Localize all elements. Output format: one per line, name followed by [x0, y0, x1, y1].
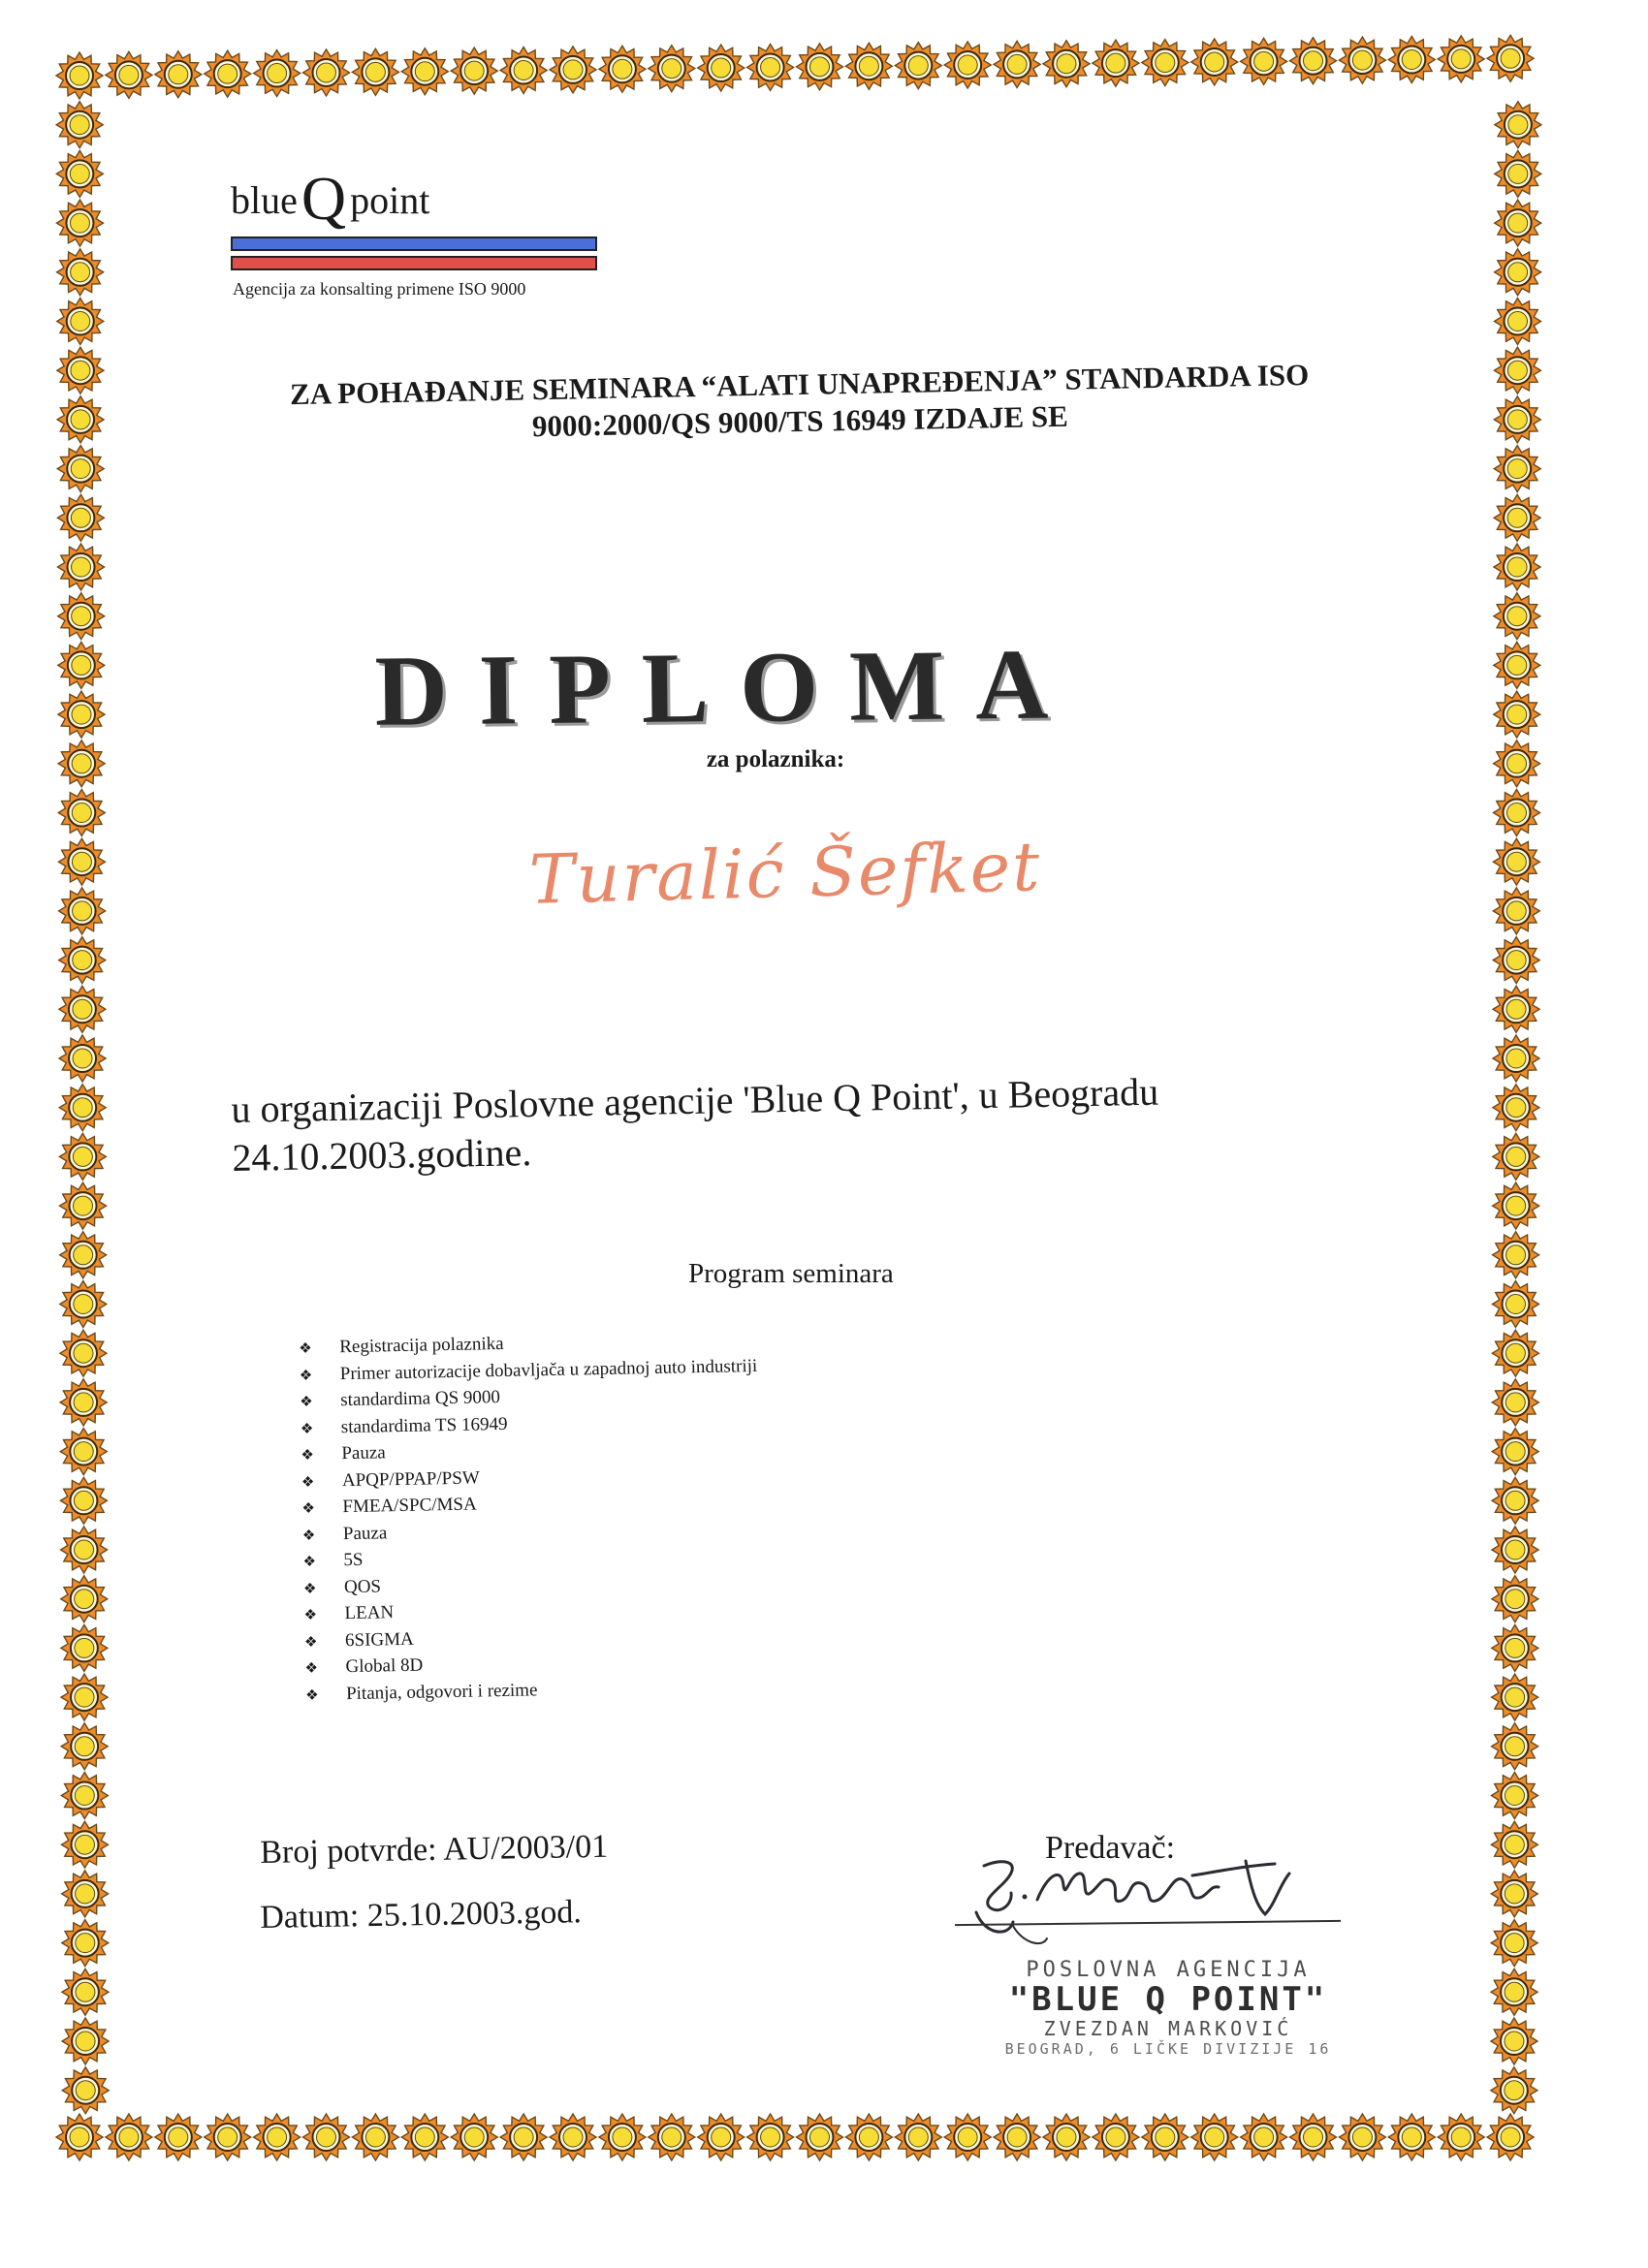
- sunflower-icon: [1290, 38, 1337, 84]
- sunflower-icon: [58, 544, 105, 590]
- sunflower-icon: [352, 48, 398, 95]
- sunflower-icon: [1493, 790, 1539, 836]
- sunflower-icon: [1494, 396, 1540, 443]
- sunflower-icon: [1494, 740, 1540, 787]
- sunflower-icon: [61, 1723, 108, 1770]
- logo-blue-stripe: [231, 236, 597, 251]
- sunflower-icon: [944, 2114, 991, 2160]
- sunflower-icon: [1494, 347, 1540, 394]
- diamond-bullet-icon: ❖: [301, 1474, 315, 1491]
- stamp-line-2: "BLUE Q POINT": [1008, 1980, 1328, 2019]
- sunflower-icon: [58, 642, 105, 688]
- sunflower-icon: [60, 1477, 107, 1524]
- sunflower-icon: [1495, 249, 1541, 296]
- sunflower-icon: [59, 1085, 106, 1131]
- sunflower-icon: [56, 2114, 103, 2160]
- program-item-label: 6SIGMA: [344, 1628, 414, 1651]
- lecturer-label: Predavač:: [1045, 1830, 1176, 1866]
- sunflower-icon: [58, 593, 105, 640]
- sunflower-icon: [1339, 37, 1385, 83]
- sunflower-icon: [895, 2114, 941, 2160]
- sunflower-icon: [254, 2114, 301, 2160]
- sunflower-icon: [451, 2114, 497, 2160]
- stamp-line-1: POSLOVNA AGENCIJA: [1026, 1958, 1311, 1982]
- sunflower-icon: [500, 47, 547, 94]
- sunflower-icon: [1494, 593, 1540, 640]
- sunflower-icon: [1491, 1920, 1537, 1967]
- logo-tagline: Agencija za konsalting primene ISO 9000: [233, 279, 526, 299]
- sunflower-icon: [1491, 1871, 1537, 1917]
- sunflower-icon: [1494, 299, 1540, 345]
- sunflower-icon: [1493, 1035, 1539, 1082]
- sunflower-icon: [56, 52, 103, 99]
- sunflower-icon: [1093, 2114, 1139, 2160]
- sunflower-icon: [57, 299, 104, 345]
- sunflower-icon: [61, 1674, 108, 1720]
- program-item-label: FMEA/SPC/MSA: [342, 1494, 477, 1518]
- program-item-label: Pauza: [342, 1522, 388, 1544]
- logo-red-stripe: [231, 256, 597, 270]
- sunflower-icon: [845, 2114, 892, 2160]
- sunflower-icon: [60, 1330, 107, 1376]
- sunflower-icon: [401, 48, 448, 95]
- sunflower-icon: [60, 1281, 107, 1328]
- program-item-label: Global 8D: [345, 1654, 424, 1678]
- sunflower-icon: [895, 43, 941, 89]
- diamond-bullet-icon: ❖: [304, 1660, 319, 1677]
- sunflower-icon: [205, 50, 251, 97]
- diploma-title: DIPLOMA: [374, 628, 1080, 747]
- sunflower-icon: [57, 396, 104, 443]
- diamond-bullet-icon: ❖: [301, 1500, 316, 1517]
- sunflower-icon: [1438, 36, 1484, 82]
- sunflower-icon: [1492, 1379, 1538, 1426]
- sunflower-icon: [1492, 1674, 1538, 1720]
- program-item-label: standardima QS 9000: [340, 1387, 501, 1411]
- program-list: [299, 1323, 984, 1709]
- sunflower-icon: [1241, 38, 1287, 84]
- sunflower-icon: [352, 2114, 398, 2160]
- sunflower-icon: [1494, 544, 1540, 590]
- sunflower-icon: [57, 446, 104, 492]
- sunflower-icon: [60, 1232, 107, 1278]
- sunflower-icon: [401, 2114, 448, 2160]
- diploma-subtitle: za polaznika:: [706, 746, 845, 772]
- sunflower-icon: [550, 2114, 596, 2160]
- sunflower-icon: [1492, 1330, 1538, 1376]
- sunflower-icon: [1241, 2114, 1287, 2160]
- sunflower-icon: [303, 49, 350, 96]
- sunflower-icon: [845, 43, 892, 89]
- sunflower-icon: [155, 51, 202, 98]
- sunflower-icon: [106, 51, 152, 98]
- sunflower-icon: [649, 2114, 695, 2160]
- sunflower-icon: [994, 41, 1040, 87]
- heading-line-1: ZA POHAĐANJE SEMINARA “ALATI UNAPREĐENJA” STANDARDA ISO: [289, 357, 1310, 412]
- sunflower-icon: [1495, 200, 1541, 246]
- sunflower-icon: [57, 347, 104, 394]
- diamond-bullet-icon: ❖: [299, 1340, 312, 1357]
- sunflower-icon: [1492, 1477, 1538, 1524]
- sunflower-icon: [599, 46, 646, 92]
- program-item-label: Pauza: [341, 1442, 386, 1465]
- sunflower-icon: [1491, 1969, 1537, 2015]
- sunflower-icon: [56, 200, 103, 246]
- organization-line-1: u organizaciji Poslovne agencije 'Blue Q Point', u Beogradu: [231, 1069, 1159, 1131]
- sunflower-icon: [1493, 986, 1539, 1032]
- program-item-label: Pitanja, odgovori i rezime: [345, 1679, 538, 1704]
- program-item-label: Registracija polaznika: [339, 1333, 504, 1358]
- logo-word-q: Q: [301, 164, 347, 233]
- sunflower-icon: [1492, 1576, 1538, 1622]
- sunflower-icon: [1494, 691, 1540, 738]
- sunflower-icon: [61, 1527, 108, 1573]
- sunflower-icon: [1487, 2114, 1534, 2160]
- stamp-line-4: BEOGRAD, 6 LIČKE DIVIZIJE 16: [1004, 2040, 1332, 2058]
- sunflower-icon: [1290, 2114, 1337, 2160]
- sunflower-icon: [1191, 39, 1238, 85]
- program-item-label: LEAN: [344, 1602, 395, 1624]
- sunflower-icon: [1492, 1429, 1538, 1475]
- program-item-label: APQP/PPAP/PSW: [341, 1466, 480, 1491]
- sunflower-icon: [994, 2114, 1040, 2160]
- sunflower-icon: [1493, 888, 1539, 934]
- organization-date-line: 24.10.2003.godine.: [231, 1130, 532, 1180]
- diamond-bullet-icon: ❖: [301, 1447, 314, 1464]
- sunflower-icon: [1492, 1281, 1538, 1328]
- sunflower-icon: [1493, 1085, 1539, 1131]
- sunflower-icon: [61, 1773, 108, 1819]
- sunflower-icon: [698, 45, 745, 91]
- heading-line-2: 9000:2000/QS 9000/TS 16949 IZDAJE SE: [531, 398, 1069, 444]
- diamond-bullet-icon: ❖: [300, 1421, 314, 1437]
- sunflower-icon: [1494, 446, 1540, 492]
- sunflower-icon: [944, 42, 991, 88]
- sunflower-icon: [1491, 1773, 1537, 1819]
- diamond-bullet-icon: ❖: [304, 1687, 319, 1704]
- sunflower-icon: [1494, 642, 1540, 688]
- program-item-label: Primer autorizacije dobavljača u zapadnoj auto industriji: [339, 1355, 758, 1384]
- sunflower-icon: [1495, 150, 1541, 197]
- sunflower-icon: [1388, 37, 1435, 83]
- diamond-bullet-icon: ❖: [302, 1554, 317, 1570]
- sunflower-icon: [1191, 2114, 1238, 2160]
- program-item-label: QOS: [343, 1575, 382, 1597]
- sunflower-icon: [1438, 2114, 1484, 2160]
- sunflower-icon: [451, 47, 497, 94]
- sunflower-icon: [1493, 937, 1539, 984]
- sunflower-icon: [303, 2114, 350, 2160]
- sunflower-icon: [1491, 2018, 1537, 2064]
- sunflower-icon: [747, 2114, 794, 2160]
- sunflower-icon: [797, 2114, 843, 2160]
- company-stamp: [998, 1958, 1338, 2058]
- sunflower-icon: [62, 2067, 109, 2114]
- sunflower-icon: [254, 50, 301, 97]
- lecturer-signature: [955, 1846, 1343, 1953]
- sunflower-icon: [1493, 1182, 1539, 1229]
- sunflower-icon: [205, 2114, 251, 2160]
- sunflower-icon: [1388, 2114, 1435, 2160]
- sunflower-icon: [58, 790, 105, 836]
- sunflower-icon: [56, 102, 103, 148]
- sunflower-icon: [61, 1821, 108, 1868]
- sunflower-icon: [59, 1035, 106, 1082]
- sunflower-icon: [1339, 2114, 1385, 2160]
- sunflower-icon: [1495, 102, 1541, 148]
- sunflower-icon: [1492, 1624, 1538, 1671]
- diamond-bullet-icon: ❖: [303, 1607, 318, 1623]
- sunflower-icon: [59, 1182, 106, 1229]
- sunflower-icon: [59, 888, 106, 934]
- sunflower-icon: [1142, 2114, 1188, 2160]
- sunflower-icon: [58, 838, 105, 885]
- sunflower-icon: [599, 2114, 646, 2160]
- logo-stripes: [231, 236, 597, 275]
- sunflower-icon: [60, 1379, 107, 1426]
- diamond-bullet-icon: ❖: [302, 1581, 317, 1597]
- sunflower-icon: [1492, 1723, 1538, 1770]
- diamond-bullet-icon: ❖: [299, 1368, 313, 1384]
- sunflower-icon: [1493, 1133, 1539, 1180]
- diamond-bullet-icon: ❖: [301, 1528, 316, 1544]
- sunflower-icon: [747, 44, 794, 90]
- sunflower-icon: [62, 2018, 109, 2064]
- sunflower-icon: [59, 937, 106, 984]
- sunflower-icon: [1493, 1232, 1539, 1278]
- sunflower-icon: [62, 1871, 109, 1917]
- sunflower-icon: [1491, 1821, 1537, 1868]
- sunflower-icon: [57, 249, 104, 296]
- logo-word-blue: blue: [231, 178, 298, 222]
- sunflower-icon: [58, 691, 105, 738]
- sunflower-icon: [1043, 41, 1090, 87]
- company-logo: [231, 163, 609, 318]
- sunflower-icon: [500, 2114, 547, 2160]
- sunflower-icon: [1492, 1527, 1538, 1573]
- sunflower-icon: [797, 44, 843, 90]
- sunflower-icon: [106, 2114, 152, 2160]
- sunflower-icon: [1142, 40, 1188, 86]
- sunflower-icon: [550, 47, 596, 93]
- sunflower-icon: [1494, 494, 1540, 541]
- sunflower-icon: [59, 1133, 106, 1180]
- sunflower-icon: [698, 2114, 745, 2160]
- program-item-label: 5S: [343, 1549, 364, 1571]
- sunflower-icon: [155, 2114, 202, 2160]
- sunflower-icon: [1043, 2114, 1090, 2160]
- program-title: Program seminara: [688, 1258, 894, 1289]
- sunflower-icon: [61, 1576, 108, 1622]
- sunflower-icon: [61, 1624, 108, 1671]
- sunflower-icon: [56, 150, 103, 197]
- sunflower-icon: [57, 494, 104, 541]
- sunflower-icon: [59, 986, 106, 1032]
- program-item-label: standardima TS 16949: [340, 1413, 508, 1437]
- sunflower-icon: [62, 1920, 109, 1967]
- issue-date: Datum: 25.10.2003.god.: [260, 1894, 583, 1936]
- logo-wordmark: [231, 163, 609, 235]
- logo-word-point: point: [350, 178, 430, 222]
- diamond-bullet-icon: ❖: [300, 1394, 313, 1410]
- sunflower-icon: [1093, 40, 1139, 86]
- sunflower-icon: [1491, 2067, 1537, 2114]
- sunflower-icon: [1493, 838, 1539, 885]
- sunflower-icon: [649, 46, 695, 92]
- sunflower-icon: [62, 1969, 109, 2015]
- recipient-name: Turalić Šefket: [527, 827, 1043, 920]
- diamond-bullet-icon: ❖: [303, 1634, 318, 1651]
- confirmation-number: Broj potvrde: AU/2003/01: [260, 1828, 609, 1871]
- sunflower-icon: [60, 1429, 107, 1475]
- sunflower-icon: [1487, 35, 1534, 81]
- sunflower-icon: [58, 740, 105, 787]
- stamp-line-3: ZVEZDAN MARKOVIĆ: [1043, 2017, 1293, 2040]
